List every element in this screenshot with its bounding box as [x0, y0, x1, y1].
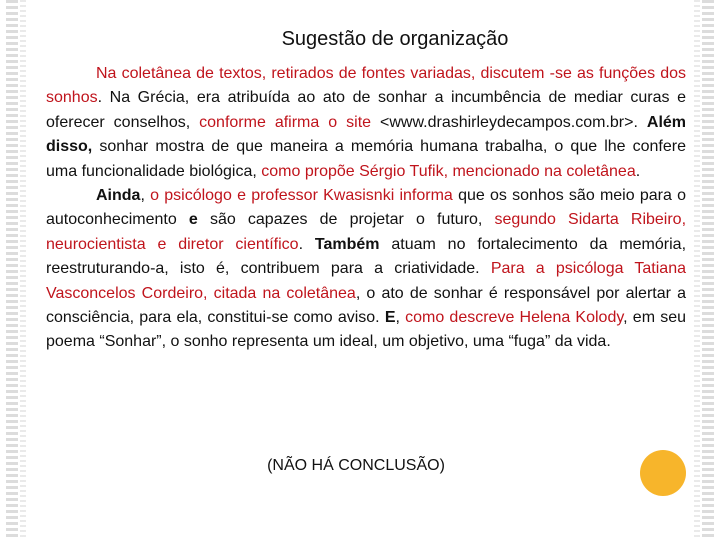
orange-circle-decoration [640, 450, 686, 496]
p1-segment-9: . [635, 162, 641, 180]
p1-segment-8: como propõe Sérgio Tufik, mencionado na coletânea [261, 162, 636, 180]
p2-segment-8: . [298, 235, 315, 253]
p2-segment-9: Também [314, 235, 380, 253]
p1-segment-4: <www.drashirleydecampos.com.br> [371, 113, 634, 131]
p1-segment-7: sonhar mostra de que maneira a memória humana trabalha, o que lhe confere uma funcionalidade biológica, [46, 138, 686, 180]
p1-segment-2: . Na Grécia, era atribuída ao ato de sonhar a incumbência de mediar curas e oferecer conselhos, [46, 89, 686, 131]
paragraph-2 [46, 184, 686, 355]
p2-segment-4: que os sonhos são meio para o autoconhecimento [46, 187, 687, 229]
p1-segment-3: conforme afirma o site [199, 113, 372, 131]
p2-segment-7: segundo Sidarta Ribeiro, neurocientista e diretor científico [46, 211, 687, 253]
p2-segment-6: são capazes de projetar o futuro, [197, 211, 495, 229]
p2-segment-11: Para a psicóloga Tatiana Vasconcelos Cordeiro, citada na coletânea [46, 260, 687, 302]
p1-segment-5: . [633, 113, 647, 131]
conclusion-note: (NÃO HÁ CONCLUSÃO) [267, 457, 445, 474]
p2-segment-15: como descreve Helena Kolody [405, 309, 624, 327]
p1-segment-6: Além disso, [46, 113, 687, 156]
slide-body [46, 62, 686, 355]
slide-title: Sugestão de organização [281, 28, 509, 50]
p2-segment-10: atuam no fortalecimento da memória, reestruturando-a, isto é, contribuem para a criatividade. [46, 235, 687, 278]
p2-segment-2: , [140, 187, 151, 205]
p2-segment-13: E [384, 309, 396, 327]
p2-segment-16: , em seu poema “Sonhar”, o sonho representa um ideal, um objetivo, uma “fuga” da vida. [46, 309, 687, 351]
paragraph-1 [46, 62, 686, 184]
p2-segment-14: , [395, 309, 406, 327]
p2-segment-12: , o ato de sonhar é responsável por alertar a consciência, para ela, constitui-se como aviso. [46, 284, 686, 327]
p2-segment-3: o psicólogo e professor Kwasisnki informa [150, 187, 453, 205]
p1-segment-1: Na coletânea de textos, retirados de fontes variadas, discutem -se as funções dos sonhos [46, 65, 686, 107]
p2-segment-1: Ainda [96, 187, 141, 205]
p2-segment-5: e [188, 211, 198, 229]
